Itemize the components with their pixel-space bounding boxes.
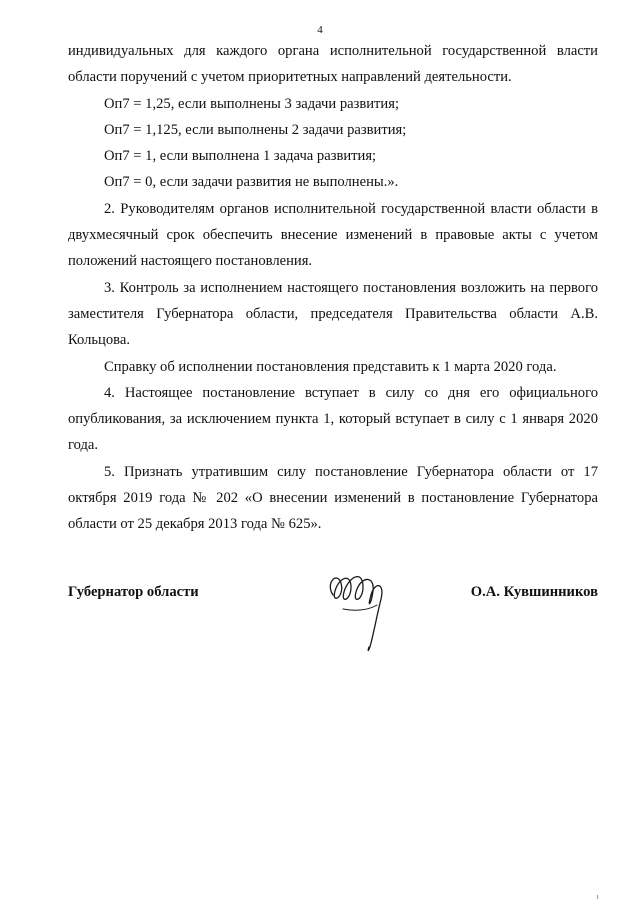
paragraph-item-4: 4. Настоящее постановление вступает в силу со дня его официального опубликования, за исключением пункта 1, который вступает в силу с 1 января 2020 года. xyxy=(68,384,598,454)
paragraph-continuation: индивидуальных для каждого органа исполнительной государственной власти области поручений с учетом приоритетных направлений деятельности. xyxy=(68,43,598,86)
paragraph-item-5: 5. Признать утратившим силу постановление Губернатора области от 17 октября 2019 года № 202 «О внесении изменений в постановление Губернатора области от 25 декабря 2013 года № 625». xyxy=(68,463,598,533)
signature-block xyxy=(68,565,598,655)
handwritten-signature xyxy=(323,565,393,655)
paragraph-formula-1: Оп7 = 1,25, если выполнены 3 задачи развития; xyxy=(104,95,400,112)
paragraph-formula-4: Оп7 = 0, если задачи развития не выполнены.». xyxy=(104,174,399,191)
page-number: 4 xyxy=(317,24,323,36)
signatory-name: О.А. Кувшинников xyxy=(470,584,598,600)
paragraph-report-deadline: Справку об исполнении постановления представить к 1 марта 2020 года. xyxy=(104,358,557,375)
paragraph-formula-2: Оп7 = 1,125, если выполнены 2 задачи развития; xyxy=(104,121,407,138)
signatory-title: Губернатор области xyxy=(68,584,199,600)
paragraph-formula-3: Оп7 = 1, если выполнена 1 задача развития; xyxy=(104,148,377,165)
document-body xyxy=(68,38,598,538)
scan-mark xyxy=(597,895,598,899)
paragraph-item-2: 2. Руководителям органов исполнительной государственной власти области в двухмесячный срок обеспечить внесение изменений в правовые акты с учетом положений настоящего постановления. xyxy=(68,200,598,270)
paragraph-item-3: 3. Контроль за исполнением настоящего постановления возложить на первого заместителя Губернатора области, председателя Правительства области А.В. Кольцова. xyxy=(68,279,598,349)
